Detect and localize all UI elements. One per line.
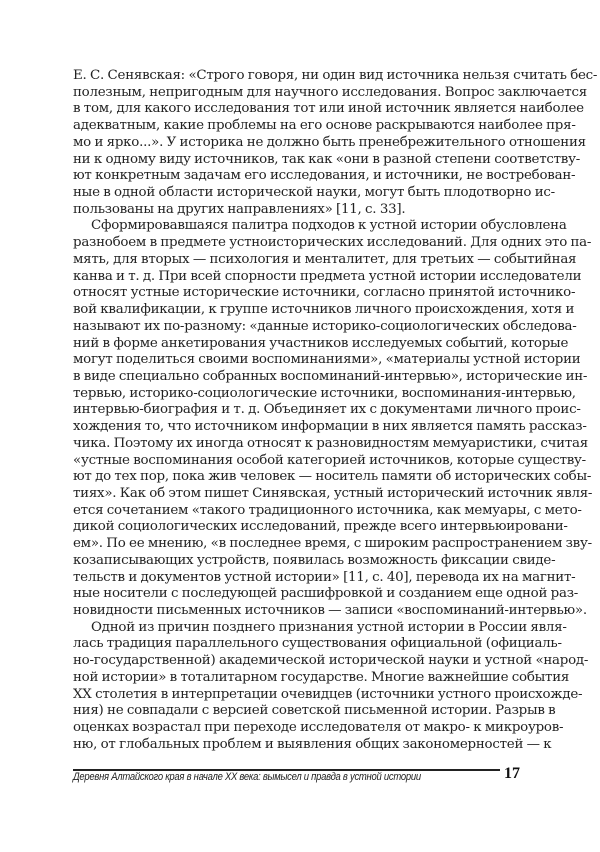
text-line: Сформировавшаяся палитра подходов к устной истории обусловлена [91, 218, 567, 234]
text-line: лась традиция параллельного существования официальной (официаль- [73, 636, 562, 652]
text-line: полезным, непригодным для научного исследования. Вопрос заключается [73, 84, 587, 100]
text-line: разнобоем в предмете устноисторических исследований. Для одних это па- [73, 235, 592, 251]
paragraph [73, 218, 593, 619]
text-line: чика. Поэтому их иногда относят к разновидностям мемуаристики, считая [73, 435, 588, 451]
text-line: адекватным, какие проблемы на его основе раскрываются наиболее пря- [73, 118, 576, 134]
text-line: Одной из причин позднего признания устной истории в России явля- [91, 619, 567, 635]
text-line: «устные воспоминания особой категорией источников, которые существу- [73, 452, 586, 468]
text-line: мо и ярко...». У историка не должно быть пренебрежительного отношения [73, 134, 586, 150]
text-line: хождения то, что источником информации в них является память рассказ- [73, 419, 587, 435]
text-line: ния) не совпадали с версией советской письменной истории. Разрыв в [73, 703, 556, 719]
text-line: могут поделиться своими воспоминаниями», «материалы устной истории [73, 352, 581, 368]
text-line: вой квалификации, к группе источников личного происхождения, хотя и [73, 302, 575, 318]
text-line: мять, для вторых — психология и менталитет, для третьих — событийная [73, 251, 577, 267]
text-line: XX столетия в интерпретации очевидцев (источники устного происхожде- [73, 686, 583, 702]
running-title: Деревня Алтайского края в начале XX века: вымысел и правда в устной истории [73, 771, 421, 783]
text-line: в том, для какого исследования тот или иной источник является наиболее [73, 101, 584, 117]
text-line: ню, от глобальных проблем и выявления общих закономерностей — к [73, 736, 552, 752]
text-line: новидности письменных источников — записи «воспоминаний-интервью». [73, 603, 587, 618]
text-line: Е. С. Сенявская: «Строго говоря, ни один вид источника нельзя считать бес- [73, 68, 598, 83]
text-line: канва и т. д. При всей спорности предмета устной истории исследователи [73, 268, 582, 284]
text-line: ний в форме анкетирования участников исследуемых событий, которые [73, 335, 569, 351]
text-line: называют их по-разному: «данные историко-социологических обследова- [73, 318, 577, 334]
text-line: ют до тех пор, пока жив человек — носитель памяти об исторических собы- [73, 469, 592, 485]
text-line: тельств и документов устной истории» [11, с. 40], перевода их на магнит- [73, 569, 576, 585]
text-line: дикой социологических исследований, прежде всего интервьюировани- [73, 519, 568, 535]
text-line: ется сочетанием «такого традиционного источника, как мемуары, с мето- [73, 502, 582, 518]
text-line: оценках возрастал при переходе исследователя от макро- к микроуров- [73, 720, 564, 736]
text-line: ни к одному виду источников, так как «они в разной степени соответству- [73, 151, 580, 167]
text-line: ные носители с последующей расшифровкой и созданием еще одной раз- [73, 586, 579, 602]
text-line: в виде специально собранных воспоминаний-интервью», исторические ин- [73, 368, 588, 384]
text-line: ные в одной области исторической науки, могут быть плодотворно ис- [73, 185, 555, 201]
paragraph [73, 619, 589, 754]
text-line: ют конкретным задачам его исследования, и источники, не востребован- [73, 168, 576, 184]
text-line: относят устные исторические источники, согласно принятой источнико- [73, 285, 576, 301]
text-line: тиях». Как об этом пишет Синявская, устный исторический источник явля- [73, 485, 593, 501]
text-line: пользованы на других направлениях» [11, с. 33]. [73, 201, 406, 217]
text-line: козаписывающих устройств, появилась возможность фиксации свиде- [73, 552, 556, 568]
paragraph [73, 68, 598, 218]
text-line: ной истории» в тоталитарном государстве. Многие важнейшие события [73, 669, 570, 685]
text-line: интервью-биография и т. д. Объединяет их с документами личного проис- [73, 402, 581, 418]
body-text [73, 68, 598, 753]
text-line: ем». По ее мнению, «в последнее время, с широким распространением зву- [73, 536, 592, 552]
text-line: но-государственной) академической исторической науки и устной «народ- [73, 653, 589, 669]
page-number: 17 [504, 765, 520, 782]
text-line: тервью, историко-социологические источники, воспоминания-интервью, [73, 385, 576, 401]
